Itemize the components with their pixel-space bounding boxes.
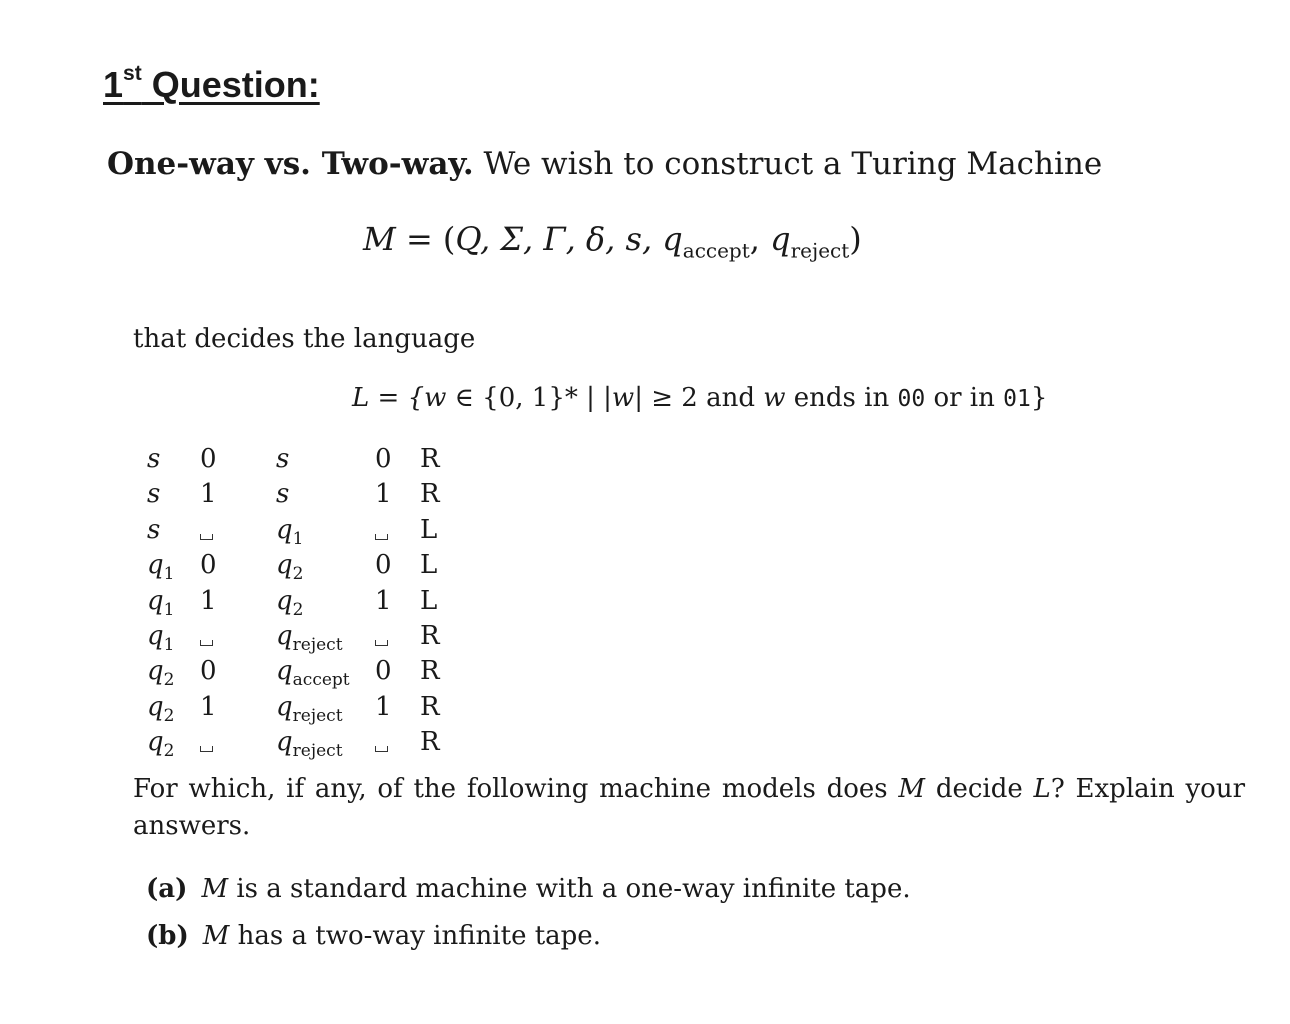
state-cell: $q_2$ <box>147 656 175 691</box>
state-cell: $q_{reject}$ <box>276 691 343 726</box>
blank-symbol <box>375 513 388 547</box>
decides-text: that decides the language <box>133 324 476 354</box>
transition-row <box>0 548 600 585</box>
transition-row <box>0 477 600 511</box>
option-a: (a) M is a standard machine with a one-way infinite tape. <box>146 874 911 904</box>
blank-symbol-glyph <box>200 640 213 646</box>
transition-row <box>0 725 600 762</box>
state-cell: s <box>147 444 161 474</box>
question-text: For which, if any, of the following machine models does M decide L? Explain your answers. <box>133 774 1245 841</box>
blank-symbol <box>200 513 213 547</box>
move-direction: R <box>420 444 440 474</box>
state-cell: $q_2$ <box>147 727 175 762</box>
tape-symbol: 1 <box>200 585 217 616</box>
move-direction: L <box>420 550 438 581</box>
state-cell: $q_2$ <box>147 691 175 726</box>
blank-symbol <box>375 725 388 759</box>
state-cell: s <box>276 479 290 510</box>
intro-text: We wish to construct a Turing Machine <box>473 146 1103 182</box>
tape-symbol: 0 <box>375 656 392 687</box>
transition-row <box>0 619 600 656</box>
state-cell: $q_2$ <box>276 585 304 620</box>
tape-symbol: 1 <box>200 479 217 510</box>
transition-row <box>0 690 600 724</box>
transition-row <box>0 584 600 618</box>
blank-symbol-glyph <box>375 534 388 540</box>
state-cell: $q_1$ <box>147 550 175 585</box>
state-cell: $q_1$ <box>147 621 175 656</box>
state-cell: $q_{reject}$ <box>276 727 343 762</box>
intro-title: One-way vs. Two-way. <box>107 146 474 182</box>
transition-row <box>0 513 600 547</box>
state-cell: $q_{reject}$ <box>276 621 343 656</box>
answer-options <box>146 866 911 960</box>
move-direction: R <box>420 727 440 758</box>
blank-symbol <box>375 619 388 653</box>
move-direction: L <box>420 514 438 545</box>
tape-symbol: 0 <box>375 550 392 581</box>
blank-symbol-glyph <box>200 746 213 752</box>
state-cell: $q_1$ <box>147 585 175 620</box>
blank-symbol-glyph <box>200 534 213 540</box>
tape-symbol: 0 <box>200 550 217 581</box>
tape-symbol: 0 <box>200 656 217 687</box>
heading-superscript: st <box>123 62 142 85</box>
tape-symbol: 1 <box>375 585 392 616</box>
state-cell: s <box>276 444 290 474</box>
move-direction: R <box>420 656 440 687</box>
language-definition: L = {w ∈ {0, 1}* | |w| ≥ 2 and w ends in 00 or in 01} <box>352 383 1048 413</box>
option-b: (b) M has a two-way infinite tape. <box>146 921 601 951</box>
tape-symbol: 0 <box>200 444 217 474</box>
tape-symbol: 1 <box>375 691 392 722</box>
transition-row <box>0 654 600 691</box>
intro-paragraph <box>107 146 1102 183</box>
tape-symbol: 0 <box>375 444 392 474</box>
transition-table <box>0 442 600 772</box>
move-direction: R <box>420 691 440 722</box>
move-direction: R <box>420 479 440 510</box>
state-cell: s <box>147 514 161 545</box>
state-cell: $q_{accept}$ <box>276 656 350 691</box>
blank-symbol <box>200 725 213 759</box>
blank-symbol-glyph <box>375 746 388 752</box>
blank-symbol <box>200 619 213 653</box>
tape-symbol: 1 <box>375 479 392 510</box>
state-cell: s <box>147 479 161 510</box>
machine-formula: M = (Q, Σ, Γ, δ, s, $q_{accept}$, $q_{reject}$) <box>363 220 862 263</box>
question-heading: 1st Question: <box>103 62 320 105</box>
state-cell: $q_2$ <box>276 550 304 585</box>
move-direction: R <box>420 621 440 651</box>
transition-row <box>0 442 600 476</box>
tape-symbol: 1 <box>200 691 217 722</box>
move-direction: L <box>420 585 438 616</box>
state-cell: $q_1$ <box>276 514 304 549</box>
blank-symbol-glyph <box>375 640 388 646</box>
